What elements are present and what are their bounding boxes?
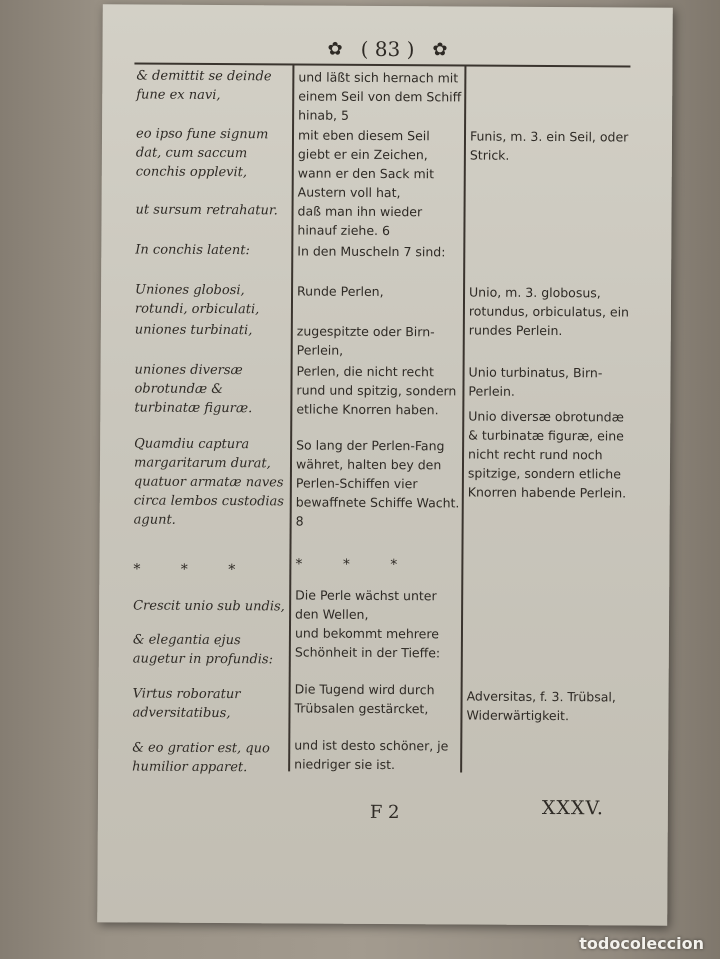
german-text: Perlen, die nicht recht rund und spitzig, sondern etliche Knorren haben. [296,363,457,418]
german-text: zugespitzte oder Birn-Perlein, [296,323,435,358]
latin-text: Quamdiu captura margaritarum durat, quatuor armatæ naves circa lembos custodias agunt. [133,436,285,528]
column-divider [288,65,294,771]
german-text: Die Perle wächst unter den Wellen, [295,587,437,622]
gloss-text: Adversitas, f. 3. Trübsal, Widerwärtigkeit. [466,688,616,724]
separator-stars: * * * [133,561,254,579]
gloss-text: Funis, m. 3. ein Seil, oder Strick. [469,128,629,163]
german-text: mit eben diesem Seil giebt er ein Zeichen, wann er den Sack mit Austern voll hat, [297,127,435,201]
gloss-text: Unio, m. 3. globosus, rotundus, orbiculatus, ein rundes Perlein. [468,284,630,339]
watermark-logo: todocoleccion [579,934,704,953]
gloss-text: Unio turbinatus, Birn-Perlein. [468,364,603,399]
page-header [102,32,672,65]
book-page [97,4,673,925]
latin-text: ut sursum retrahatur. [135,202,278,219]
catchword: XXXV. [541,796,605,820]
latin-text: uniones turbinati, [134,322,253,339]
latin-text: & eo gratior est, quo humilior apparet. [132,740,270,776]
german-text: In den Muscheln 7 sind: [297,243,446,260]
german-text: So lang der Perlen-Fang währet, halten bey den Perlen-Schiffen vier bewaffnete Schiffe Wacht. 8 [295,437,460,529]
gloss-text: Unio diversæ obrotundæ & turbinatæ figuræ, eine nicht recht rund noch spitzige, sondern etliche Knorren habende Perlein. [467,408,627,501]
german-text: daß man ihn wieder hinauf ziehe. 6 [297,203,423,239]
flower-ornament-icon: ✿ [327,38,343,60]
page-number: ( 83 ) [360,36,415,62]
latin-text: In conchis latent: [135,242,250,259]
latin-text: Uniones globosi, rotundi, orbiculati, [134,282,260,318]
german-text: und bekommt mehrere Schönheit in der Tieffe: [294,625,441,661]
latin-text: eo ipso fune signum dat, cum saccum conchis opplevit, [135,126,269,181]
latin-text: Crescit unio sub undis, [133,598,285,615]
separator-stars: * * * [295,556,416,574]
german-text: und läßt sich hernach mit einem Seil von dem Schiff hinab, 5 [298,69,462,123]
latin-text: Virtus roboratur adversitatibus, [132,686,241,722]
german-text: und ist desto schöner, je niedriger sie ist. [294,737,449,773]
flower-ornament-icon: ✿ [432,38,448,60]
latin-text: & elegantia ejus augetur in profundis: [132,632,274,668]
latin-text: uniones diversæ obrotundæ & turbinatæ figuræ. [134,362,253,417]
signature-mark: F 2 [369,801,400,824]
latin-text: & demittit se deinde fune ex navi, [136,68,272,103]
german-text: Runde Perlen, [297,283,384,299]
german-text: Die Tugend wird durch Trübsalen gestärcket, [294,681,435,717]
